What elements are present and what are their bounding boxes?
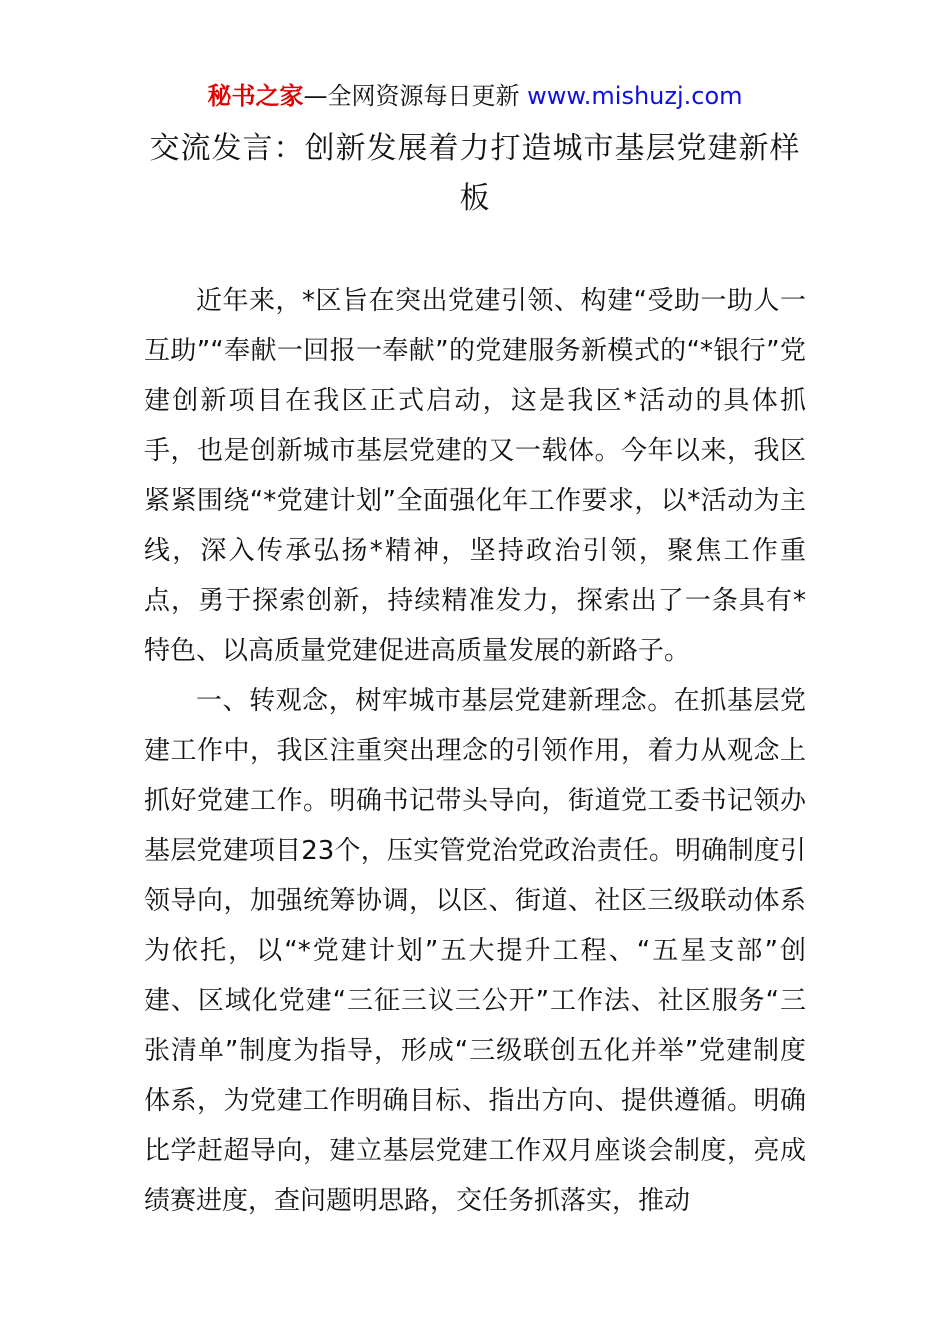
site-header bbox=[0, 80, 950, 112]
body-paragraph: 一、转观念，树牢城市基层党建新理念。在抓基层党建工作中，我区注重突出理念的引领作用，着力从观念上抓好党建工作。明确书记带头导向，街道党工委书记领办基层党建项目23个，压实管党治党政治责任。明确制度引领导向，加强统筹协调，以区、街道、社区三级联动体系为依托，以“*党建计划”五大提升工程、“五星支部”创建、区域化党建“三征三议三公开”工作法、社区服务“三张清单”制度为指导，形成“三级联创五化并举”党建制度体系，为党建工作明确目标、指出方向、提供遵循。明确比学赶超导向，建立基层党建工作双月座谈会制度，亮成绩赛进度，查问题明思路，交任务抓落实，推动 bbox=[144, 686, 806, 1216]
site-url[interactable]: www.mishuzj.com bbox=[527, 82, 743, 110]
document-body bbox=[144, 276, 806, 1226]
site-brand: 秘书之家 bbox=[207, 82, 304, 110]
body-paragraph: 近年来，*区旨在突出党建引领、构建“受助一助人一互助”“奉献一回报一奉献”的党建服务新模式的“*银行”党建创新项目在我区正式启动，这是我区*活动的具体抓手，也是创新城市基层党建的又一载体。今年以来，我区紧紧围绕“*党建计划”全面强化年工作要求，以*活动为主线，深入传承弘扬*精神，坚持政治引领，聚焦工作重点，勇于探索创新，持续精准发力，探索出了一条具有*特色、以高质量党建促进高质量发展的新路子。 bbox=[144, 286, 806, 666]
document-title: 交流发言：创新发展着力打造城市基层党建新样板 bbox=[149, 131, 801, 216]
site-tagline: —全网资源每日更新 bbox=[303, 82, 528, 110]
